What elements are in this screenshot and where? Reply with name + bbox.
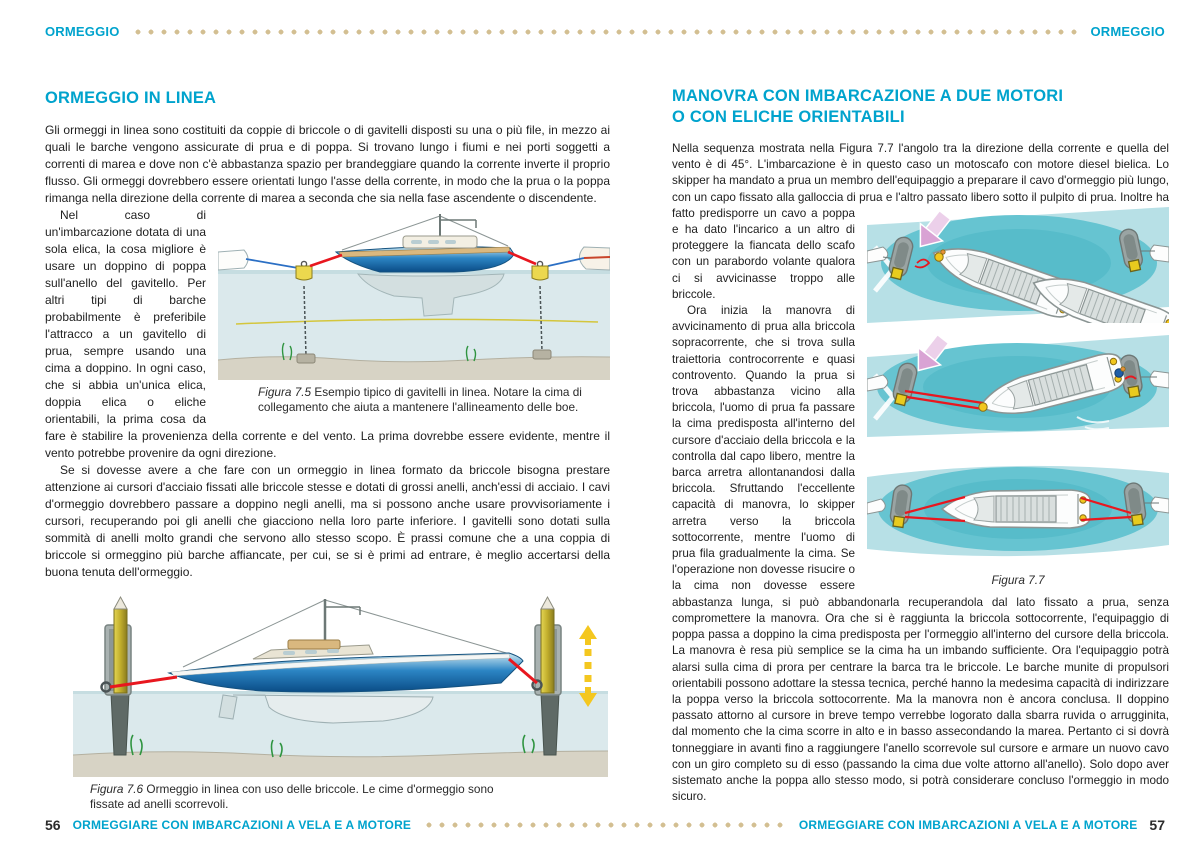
neighbour-mooring-line — [246, 259, 298, 268]
left-paragraph-1: Gli ormeggi in linea sono costituiti da coppie di briccole o di gavitelli disposti su una o più file, in mezzo ai quali le barche vengono assicurate di prua e di poppa. Si trovano lungo i fiumi e nei porti soggetti a correnti di marea e dove non c'è abbastanza spazio per brandeggiare quando la corrente inverte il proprio flusso. Gli ormeggi dovrebbero essere orientati lungo l'asse della corrente, in modo che la prua o la poppa rimanga nella direzione della corrente di marea a seconda che sia nella fase ascendente o discendente. — [45, 123, 610, 205]
figure-7-7-panel-1 — [867, 207, 1169, 323]
figure-7-7-caption: Figura 7.7 — [991, 573, 1045, 587]
left-section-title: ORMEGGIO IN LINEA — [45, 89, 217, 107]
figure-7-6-illustration — [73, 595, 608, 777]
right-paragraph-2: Ora inizia la manovra di avvicinamento di prua alla briccola sopracorrente, che si trova sulla traiettoria controcorrente e quasi controvento. Quando la prua si trova abbastanza vicino alla briccola, l'uomo di prua fa passare la cima predisposta all'interno del cursore d'acciaio della briccola e la controlla dal capo libero, mentre la barca arretra allontanandosi dalla briccola. Sfruttando l'eccellente capacità di manovra, lo skipper arretra verso la briccola sottocorrente, mentre l'uomo di prua fila gradualmente la cima. Se l'operazione non dovesse risucire o la cima non dovesse essere abbastanza lunga, si può abbandonarla recuperandola dal lato fissato a prua, senza compromettere la manovra. Ora che si è raggiunta la briccola sottocorrente, l'equipaggio di poppa passa a doppino la cima predisposta per l'ormeggio all'interno del cursore della briccola. La manovra è resa più semplice se la cima ha un imbando sufficiente. Ora l'equipaggio potrà alarsi sulla cima di prora per centrare la barca tra le briccole. Le barche munite di propulsori orientabili possono adottare la stessa tecnica, perché hanno la medesima capacità di indirizzare la poppa verso la briccola sottocorrente. Ma la manovra non è ancora conclusa. Il doppino passato attorno al cursore in breve tempo verrebbe logorato dalla sbarra ruvida o arrugginita, dal momento che la cima scorre in alto e in basso assecondando la marea. Pertanto ci si dovrà tonneggiare in avanti fino a raggiungere l'anello scorrevole sul cursore e armare un nuovo cavo con un giro completo su di esso (passando la cima due volte attorno all'anello). Solo dopo aver sistemato anche la poppa allo stesso modo, si potrà considerare concluso l'ormeggio in modo sicuro. — [672, 304, 1169, 804]
figure-7-5 — [218, 214, 610, 415]
running-header — [45, 24, 1165, 39]
left-footer-title: ORMEGGIARE CON IMBARCAZIONI A VELA E A MOTORE — [72, 818, 412, 832]
figure-7-5-caption: Figura 7.5 Esempio tipico di gavitelli in linea. Notare la cima di collegamento che aiuta a mantenere l'allineamento delle boe. — [258, 385, 582, 414]
neighbour-boat-left — [218, 250, 248, 270]
stern-mooring-line — [508, 252, 536, 264]
footer-dotted-rule — [423, 821, 787, 829]
left-page — [45, 88, 610, 812]
crew-bow — [979, 403, 987, 411]
figure-7-5-illustration — [218, 214, 610, 380]
sailboat — [336, 236, 514, 272]
figure-7-6 — [73, 595, 608, 812]
right-paragraph-1: Nella sequenza mostrata nella Figura 7.7 l'angolo tra la direzione della corrente e quella del vento è di 45°. L'imbarcazione è in questo caso un motoscafo con motore diesel bielica. Lo skipper ha mandato a prua un membro dell'equipaggio a preparare il cavo d'ormeggio più lungo, con un capo fissato alla galloccia di prua e l'altro passato libero sotto il pulpito di prua. Inoltre ha fatto predisporre un cavo a poppa e ha dato l'incarico a un altro di proteggere la fiancata dello scafo con un parabordo volante qualora ci si avvicinasse troppo alle briccole. — [672, 142, 1169, 301]
header-dotted-rule — [132, 28, 1079, 36]
header-right-label: ORMEGGIO — [1090, 24, 1165, 39]
right-footer-title: ORMEGGIARE CON IMBARCAZIONI A VELA E A MOTORE — [798, 818, 1138, 832]
bow-mooring-line — [310, 255, 342, 266]
mooring-buoy — [296, 261, 312, 280]
figure-7-6-caption: Figura 7.6 Ormeggio in linea con uso delle briccole. Le cime d'ormeggio sono fissate ad anelli scorrevoli. — [90, 782, 494, 811]
mooring-weight — [297, 354, 315, 363]
figure-7-7-panel-3 — [867, 451, 1169, 567]
neighbour-boat-right — [1150, 245, 1169, 262]
tide-range-arrow — [579, 625, 597, 707]
right-page — [672, 86, 1169, 805]
left-paragraph-2: Nel caso di un'imbarcazione dotata di una sola elica, la cosa migliore è usare un doppino di poppa sull'anello del gavitello. Per altri tipi di barche probabilmente è preferibile l'attracco a un gavitello di prua, sempre usando una cima a doppino. In ogni caso, che si abbia un'unica elica, doppia elica o eliche orientabili, la prima cosa da fare è stabilire la provenienza della corrente e del vento. La prima dovrebbe essere evidente, mentre il vento potrebbe provenire da ogni direzione. — [45, 208, 610, 460]
right-section-title: MANOVRA CON IMBARCAZIONE A DUE MOTORI O CON ELICHE ORIENTABILI — [672, 87, 1064, 126]
left-page-number: 56 — [45, 817, 61, 833]
neighbour-mooring-line — [548, 258, 584, 266]
sailboat — [169, 640, 523, 692]
right-page-number: 57 — [1149, 817, 1165, 833]
running-footer — [45, 817, 1165, 833]
neighbour-boat-right — [1150, 371, 1169, 388]
figure-7-7 — [867, 207, 1169, 588]
left-paragraph-3: Se si dovesse avere a che fare con un ormeggio in linea formato da briccole bisogna prestare attenzione ai cursori d'acciaio fissati alle briccole stesse e dotati di grossi anelli, anch'essi di acciaio. I cavi d'ormeggio dovrebbero passare a doppino negli anelli, ma si possono anche usare provvisoriamente i cursori, recuperando poi gli anelli che giacciono nella loro parte inferiore. I gavitelli sono dotati sulla sommità di anelli molto grandi che servono allo stesso scopo. È prassi comune che a una coppia di briccole si ormeggino più barche affiancate, per cui, se si è primi ad entrare, è meglio accertarsi della buona tenuta dell'ormeggio. — [45, 463, 610, 579]
mooring-weight — [533, 350, 551, 359]
header-left-label: ORMEGGIO — [45, 24, 120, 39]
figure-7-7-panel-2 — [867, 329, 1169, 445]
